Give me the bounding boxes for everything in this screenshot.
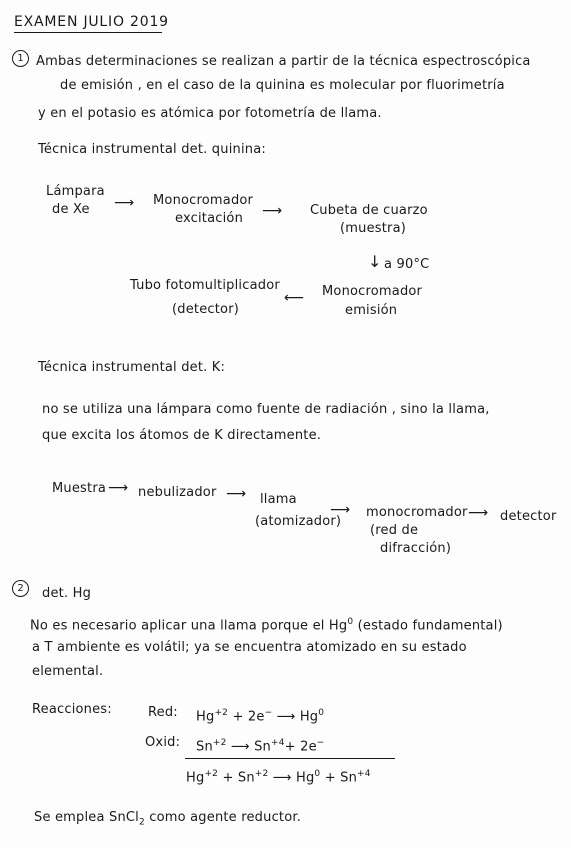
arrow-left-icon: ⟵ (284, 290, 305, 306)
mono-exc-label: Monocromador (153, 193, 254, 208)
arrow-right-icon: ⟶ (468, 505, 489, 521)
title-underline (14, 32, 162, 33)
k-line-2: que excita los átomos de K directamente. (42, 428, 322, 443)
q2-heading: det. Hg (42, 586, 92, 601)
sum-line (185, 758, 395, 759)
k-line-1: no se utiliza una lámpara como fuente de radiación , sino la llama, (42, 402, 490, 417)
q1-line-3: y en el potasio es atómica por fotometría de llama. (38, 106, 382, 121)
mono-exc-sub: excitación (175, 211, 244, 226)
page-title: EXAMEN JULIO 2019 (14, 14, 169, 30)
total-equation: $Hg^{+2} + Sn^{+2}$ ⟶ $Hg^0 + Sn^{+4}$ (186, 769, 371, 786)
cubeta-label: Cubeta de cuarzo (310, 203, 428, 218)
heading-potasio: Técnica instrumental det. K: (38, 360, 226, 375)
q2-line-3: elemental. (32, 664, 104, 679)
tubo-label: Tubo fotomultiplicador (130, 278, 280, 293)
detector-label: detector (500, 509, 557, 524)
q1-line-2: de emisión , en el caso de la quinina es molecular por fluorimetría (60, 78, 505, 93)
question-number-2: 2 (12, 580, 29, 597)
arrow-down-icon: ↓ (368, 252, 382, 271)
arrow-right-icon: ⟶ (330, 502, 351, 518)
lamp-label: Lámpara (46, 184, 105, 199)
ox-equation: $Sn^{+2}$ ⟶ $Sn^{+4}+ 2e^-$ (196, 738, 325, 755)
mono-em-sub: emisión (345, 303, 398, 318)
q1-line-1: Ambas determinaciones se realizan a partir de la técnica espectroscópica (36, 54, 531, 69)
q2-line-2: a T ambiente es volátil; ya se encuentra atomizado en su estado (32, 640, 467, 655)
arrow-right-icon: ⟶ (226, 486, 247, 502)
llama-sub: (atomizador) (255, 514, 342, 529)
monocromador-sub-1: (red de (370, 523, 419, 538)
monocromador-sub-2: difracción) (380, 541, 452, 556)
arrow-right-icon: ⟶ (108, 480, 129, 496)
arrow-right-icon: ⟶ (262, 203, 283, 219)
nebulizador-label: nebulizador (138, 485, 217, 500)
mono-em-label: Monocromador (322, 284, 423, 299)
q2-line-1: No es necesario aplicar una llama porque el Hg$^0$ (estado fundamental) (30, 617, 503, 634)
tubo-sub: (detector) (172, 302, 240, 317)
arrow-right-icon: ⟶ (114, 195, 135, 211)
cubeta-sub: (muestra) (340, 221, 407, 236)
closing-line: Se emplea SnCl$_2$ como agente reductor. (34, 810, 302, 828)
llama-label: llama (260, 492, 297, 507)
reacciones-label: Reacciones: (32, 702, 112, 717)
muestra-label: Muestra (52, 481, 107, 496)
ox-label: Oxid: (145, 735, 181, 750)
heading-quinina: Técnica instrumental det. quinina: (38, 142, 266, 157)
angle-label: a 90°C (384, 257, 430, 272)
red-equation: $Hg^{+2} + 2e^-$ ⟶ Hg$^0$ (196, 708, 325, 725)
red-label: Red: (148, 705, 178, 720)
question-number-1: 1 (12, 50, 29, 67)
monocromador-label: monocromador (366, 505, 468, 520)
lamp-type: de Xe (52, 202, 90, 217)
